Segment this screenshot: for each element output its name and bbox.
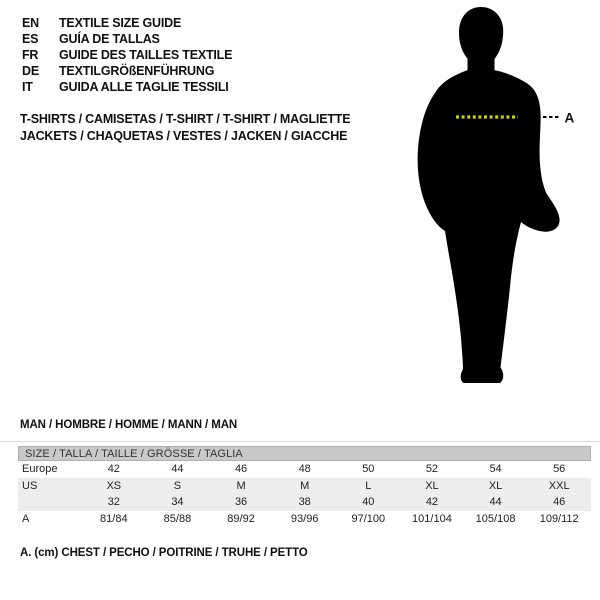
size-cell: 42 <box>107 463 120 475</box>
language-title: GUÍA DE TALLAS <box>59 32 160 46</box>
size-cell: M <box>300 479 310 492</box>
language-code: EN <box>22 16 39 30</box>
size-cell: XS <box>106 479 122 492</box>
size-cell: 38 <box>298 496 311 508</box>
table-row-us <box>18 478 591 495</box>
size-cell: 109/112 <box>539 512 579 525</box>
size-cell: 34 <box>171 496 184 508</box>
language-code: DE <box>22 64 39 78</box>
size-cell: L <box>365 479 372 492</box>
row-label: US <box>22 479 38 492</box>
table-header-bar: SIZE / TALLA / TAILLE / GRÖSSE / TAGLIA <box>18 446 591 461</box>
garment-line: T-SHIRTS / CAMISETAS / T-SHIRT / T-SHIRT / MAGLIETTE <box>20 112 351 126</box>
size-cell: XL <box>425 479 439 492</box>
size-cell: 81/84 <box>100 512 128 525</box>
size-cell: 85/88 <box>163 512 192 525</box>
size-cell: 89/92 <box>227 512 255 525</box>
size-cell: 52 <box>425 463 439 475</box>
language-code: IT <box>22 80 33 94</box>
size-cell: 105/108 <box>475 512 516 525</box>
size-table <box>18 446 591 527</box>
table-row-europe <box>18 461 591 478</box>
section-title: MAN / HOMBRE / HOMME / MANN / MAN <box>20 419 238 431</box>
size-cell: 46 <box>553 496 566 508</box>
man-neck <box>468 50 495 72</box>
row-label: Europe <box>22 463 58 475</box>
size-cell: S <box>173 479 182 492</box>
language-code: ES <box>22 32 39 46</box>
table-row-chest <box>18 511 591 528</box>
size-cell: 42 <box>425 496 439 508</box>
size-cell: 97/100 <box>351 512 386 525</box>
measure-label-a: A <box>564 110 575 126</box>
language-title: TEXTILGRÖßENFÜHRUNG <box>59 64 215 78</box>
measure-footnote: A. (cm) CHEST / PECHO / POITRINE / TRUHE / PETTO <box>20 547 308 559</box>
language-title: GUIDE DES TAILLES TEXTILE <box>59 48 233 62</box>
size-cell: 101/104 <box>412 512 452 525</box>
size-cell: 44 <box>171 463 184 475</box>
size-cell: 46 <box>234 463 248 475</box>
table-row-us-numeric <box>18 494 591 511</box>
size-cell: 48 <box>298 463 311 475</box>
row-label: A <box>22 512 30 525</box>
size-cell: 93/96 <box>290 512 319 525</box>
size-cell: 36 <box>234 496 248 508</box>
divider-line <box>0 441 600 442</box>
size-cell: 40 <box>362 496 375 508</box>
size-cell: 44 <box>489 496 502 508</box>
language-title: TEXTILE SIZE GUIDE <box>59 16 182 30</box>
size-cell: XXL <box>548 479 570 492</box>
size-cell: 50 <box>362 463 375 475</box>
size-cell: 56 <box>553 463 566 475</box>
size-cell: 32 <box>107 496 120 508</box>
man-body <box>418 70 560 383</box>
language-code: FR <box>22 48 39 62</box>
language-title: GUIDA ALLE TAGLIE TESSILI <box>59 80 229 94</box>
garment-line: JACKETS / CHAQUETAS / VESTES / JACKEN / GIACCHE <box>20 129 348 143</box>
row-label <box>18 494 82 511</box>
size-cell: XL <box>488 479 503 492</box>
size-cell: 54 <box>489 463 502 475</box>
size-cell: M <box>236 479 246 492</box>
